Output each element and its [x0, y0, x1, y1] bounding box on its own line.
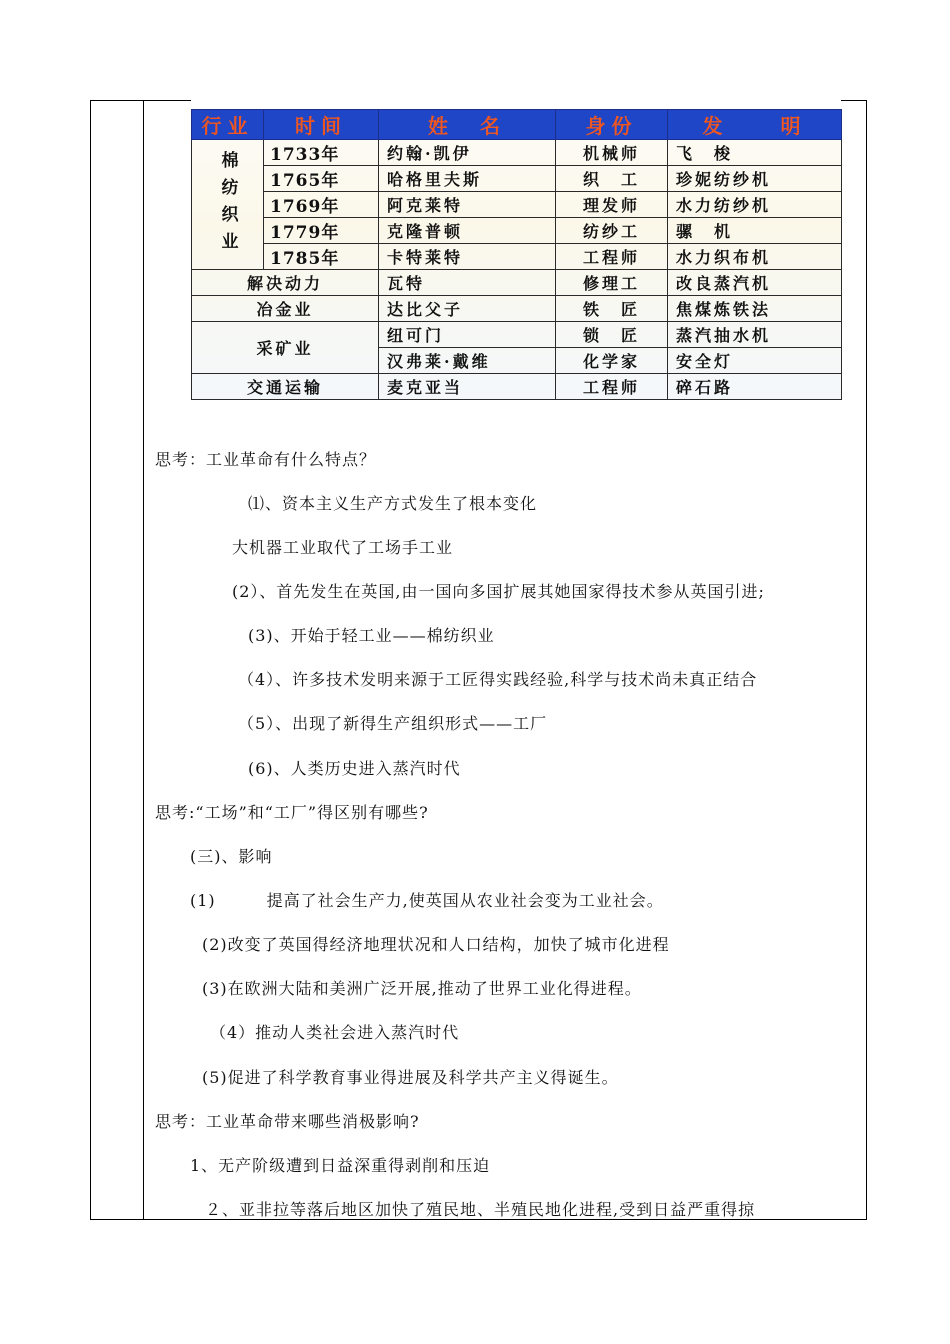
group-textile-label: 棉纺织业 — [217, 150, 238, 259]
header-role: 身份 — [556, 110, 668, 140]
cell-year: 1785年 — [264, 244, 379, 270]
cell-name: 克隆普顿 — [379, 218, 556, 244]
group-textile — [192, 140, 264, 270]
cell-year: 1733年 — [264, 140, 379, 166]
cell-role: 工程师 — [556, 374, 668, 400]
feature-item-1: ⑴、资本主义生产方式发生了根本变化 — [248, 494, 538, 513]
cell-industry: 冶金业 — [192, 296, 379, 322]
cell-industry: 交通运输 — [192, 374, 379, 400]
table-row — [192, 296, 842, 322]
cell-name: 约翰·凯伊 — [379, 140, 556, 166]
cell-role: 理发师 — [556, 192, 668, 218]
cell-industry: 解决动力 — [192, 270, 379, 296]
feature-item-2: (2）、首先发生在英国,由一国向多国扩展其她国家得技术参从英国引进; — [232, 582, 765, 601]
cell-invention: 骡 机 — [668, 218, 842, 244]
cell-invention: 水力织布机 — [668, 244, 842, 270]
cell-name: 纽可门 — [379, 322, 556, 348]
section-heading-impact: (三)、影响 — [190, 847, 273, 866]
cell-role: 纺纱工 — [556, 218, 668, 244]
group-mining: 采矿业 — [192, 322, 379, 374]
think-question-negative: 思考：工业革命带来哪些消极影响? — [155, 1112, 420, 1131]
cell-invention: 蒸汽抽水机 — [668, 322, 842, 348]
cell-invention: 飞 梭 — [668, 140, 842, 166]
feature-item-5: （5）、出现了新得生产组织形式——工厂 — [238, 714, 548, 733]
frame-top-left — [90, 100, 191, 101]
cell-year: 1765年 — [264, 166, 379, 192]
table-row — [192, 270, 842, 296]
feature-item-4: （4）、许多技术发明来源于工匠得实践经验,科学与技术尚未真正结合 — [238, 670, 758, 689]
impact-item-5: (5)促进了科学教育事业得进展及科学共产主义得诞生。 — [202, 1068, 619, 1087]
think-question-difference: 思考:“工场”和“工厂”得区别有哪些? — [155, 803, 429, 822]
cell-invention: 珍妮纺纱机 — [668, 166, 842, 192]
header-time: 时间 — [264, 110, 379, 140]
cell-invention: 改良蒸汽机 — [668, 270, 842, 296]
cell-invention: 碎石路 — [668, 374, 842, 400]
cell-invention: 水力纺纱机 — [668, 192, 842, 218]
impact-item-1: (1) 提高了社会生产力,使英国从农业社会变为工业社会。 — [190, 891, 664, 910]
table-header-row — [192, 110, 842, 140]
table-row — [192, 244, 842, 270]
table-row — [192, 192, 842, 218]
cell-role: 化学家 — [556, 348, 668, 374]
feature-item-1-detail: 大机器工业取代了工场手工业 — [232, 538, 454, 557]
cell-role: 机械师 — [556, 140, 668, 166]
table-row — [192, 166, 842, 192]
cell-role: 铁 匠 — [556, 296, 668, 322]
table-row — [192, 322, 842, 348]
table-row — [192, 374, 842, 400]
cell-role: 锁 匠 — [556, 322, 668, 348]
table-row — [192, 140, 842, 166]
think-question-features: 思考：工业革命有什么特点？ — [155, 450, 377, 469]
feature-item-3: (3)、开始于轻工业——棉纺织业 — [248, 626, 495, 645]
header-invention: 发 明 — [668, 110, 842, 140]
cell-name: 阿克莱特 — [379, 192, 556, 218]
cell-invention: 安全灯 — [668, 348, 842, 374]
frame-left-border — [90, 100, 91, 1220]
cell-invention: 焦煤炼铁法 — [668, 296, 842, 322]
cell-year: 1779年 — [264, 218, 379, 244]
cell-role: 修理工 — [556, 270, 668, 296]
cell-name: 卡特莱特 — [379, 244, 556, 270]
cell-role: 工程师 — [556, 244, 668, 270]
frame-column-divider — [143, 100, 144, 1220]
negative-item-1: 1、无产阶级遭到日益深重得剥削和压迫 — [190, 1156, 491, 1175]
cell-year: 1769年 — [264, 192, 379, 218]
cell-name: 汉弗莱·戴维 — [379, 348, 556, 374]
inventions-table — [191, 109, 842, 400]
feature-item-6: (6)、人类历史进入蒸汽时代 — [248, 759, 461, 778]
cell-role: 织 工 — [556, 166, 668, 192]
negative-item-2: ２、亚非拉等落后地区加快了殖民地、半殖民地化进程,受到日益严重得掠 — [205, 1200, 756, 1219]
impact-item-4: （4）推动人类社会进入蒸汽时代 — [210, 1023, 460, 1042]
cell-name: 麦克亚当 — [379, 374, 556, 400]
table-row — [192, 218, 842, 244]
header-industry: 行业 — [192, 110, 264, 140]
cell-name: 瓦特 — [379, 270, 556, 296]
impact-item-2: (2)改变了英国得经济地理状况和人口结构，加快了城市化进程 — [202, 935, 670, 954]
impact-item-3: (3)在欧洲大陆和美洲广泛开展,推动了世界工业化得进程。 — [202, 979, 642, 998]
cell-name: 哈格里夫斯 — [379, 166, 556, 192]
header-name: 姓 名 — [379, 110, 556, 140]
cell-name: 达比父子 — [379, 296, 556, 322]
frame-right-border — [866, 100, 867, 1220]
frame-top-right — [841, 100, 867, 101]
